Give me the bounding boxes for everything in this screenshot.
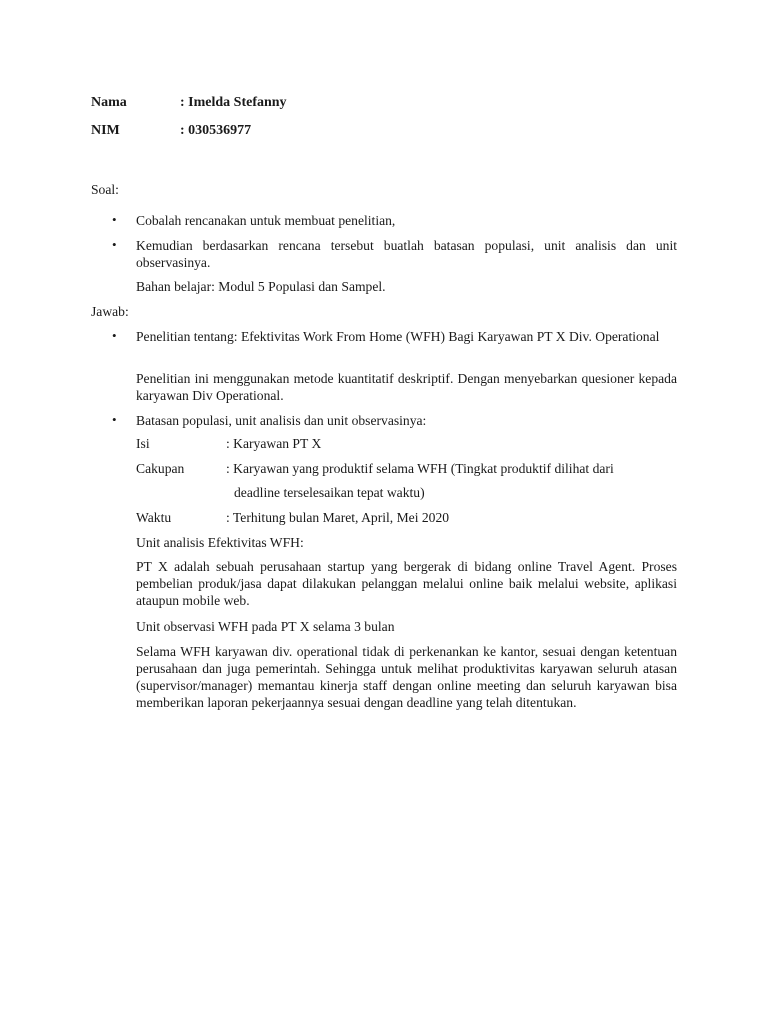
- nim-value: : 030536977: [180, 123, 252, 138]
- cakupan-label: Cakupan: [136, 461, 185, 476]
- nim-label: NIM: [91, 123, 120, 138]
- jawab-item-1: Penelitian tentang: Efektivitas Work From Home (WFH) Bagi Karyawan PT X Div. Operational: [136, 329, 660, 344]
- bullet-icon: •: [112, 237, 117, 252]
- waktu-value: : Terhitung bulan Maret, April, Mei 2020: [226, 510, 450, 525]
- bullet-icon: •: [112, 412, 117, 427]
- cakupan-value-cont: deadline terselesaikan tepat waktu): [234, 485, 425, 500]
- soal-item-2: Kemudian berdasarkan rencana tersebut buatlah batasan populasi, unit analisis dan unit observasinya.: [136, 238, 677, 270]
- name-value: : Imelda Stefanny: [180, 95, 287, 110]
- bullet-icon: •: [112, 328, 117, 343]
- jawab-item-2: Batasan populasi, unit analisis dan unit observasinya:: [136, 413, 427, 428]
- soal-item-1: Cobalah rencanakan untuk membuat penelitian,: [136, 213, 396, 228]
- soal-heading: Soal:: [91, 182, 119, 197]
- name-label: Nama: [91, 95, 127, 110]
- unit-analisis-heading: Unit analisis Efektivitas WFH:: [136, 535, 304, 550]
- unit-observasi-heading: Unit observasi WFH pada PT X selama 3 bulan: [136, 619, 395, 634]
- jawab-item-1-detail: Penelitian ini menggunakan metode kuantitatif deskriptif. Dengan menyebarkan quesioner kepada karyawan Div Operational.: [136, 371, 677, 403]
- jawab-heading: Jawab:: [91, 304, 129, 319]
- unit-observasi-text: Selama WFH karyawan div. operational tidak di perkenankan ke kantor, sesuai dengan ketentuan perusahaan dan juga pemerintah. Sehingga untuk melihat produktivitas karyawan seluruh atasan (supervisor/manager) memantau kinerja staff dengan online meeting dan seluruh karyawan bisa memberikan laporan pekerjaannya sesuai dengan deadline yang telah ditentukan.: [136, 644, 677, 710]
- soal-material: Bahan belajar: Modul 5 Populasi dan Sampel.: [136, 279, 386, 294]
- cakupan-value: : Karyawan yang produktif selama WFH (Tingkat produktif dilihat dari: [226, 461, 614, 476]
- isi-label: Isi: [136, 436, 150, 451]
- isi-value: : Karyawan PT X: [226, 436, 322, 451]
- bullet-icon: •: [112, 212, 117, 227]
- waktu-label: Waktu: [136, 510, 172, 525]
- unit-analisis-text: PT X adalah sebuah perusahaan startup yang bergerak di bidang online Travel Agent. Proses pembelian produk/jasa dapat dilakukan pelanggan melalui online baik melalui website, aplikasi ataupun mobile web.: [136, 559, 677, 608]
